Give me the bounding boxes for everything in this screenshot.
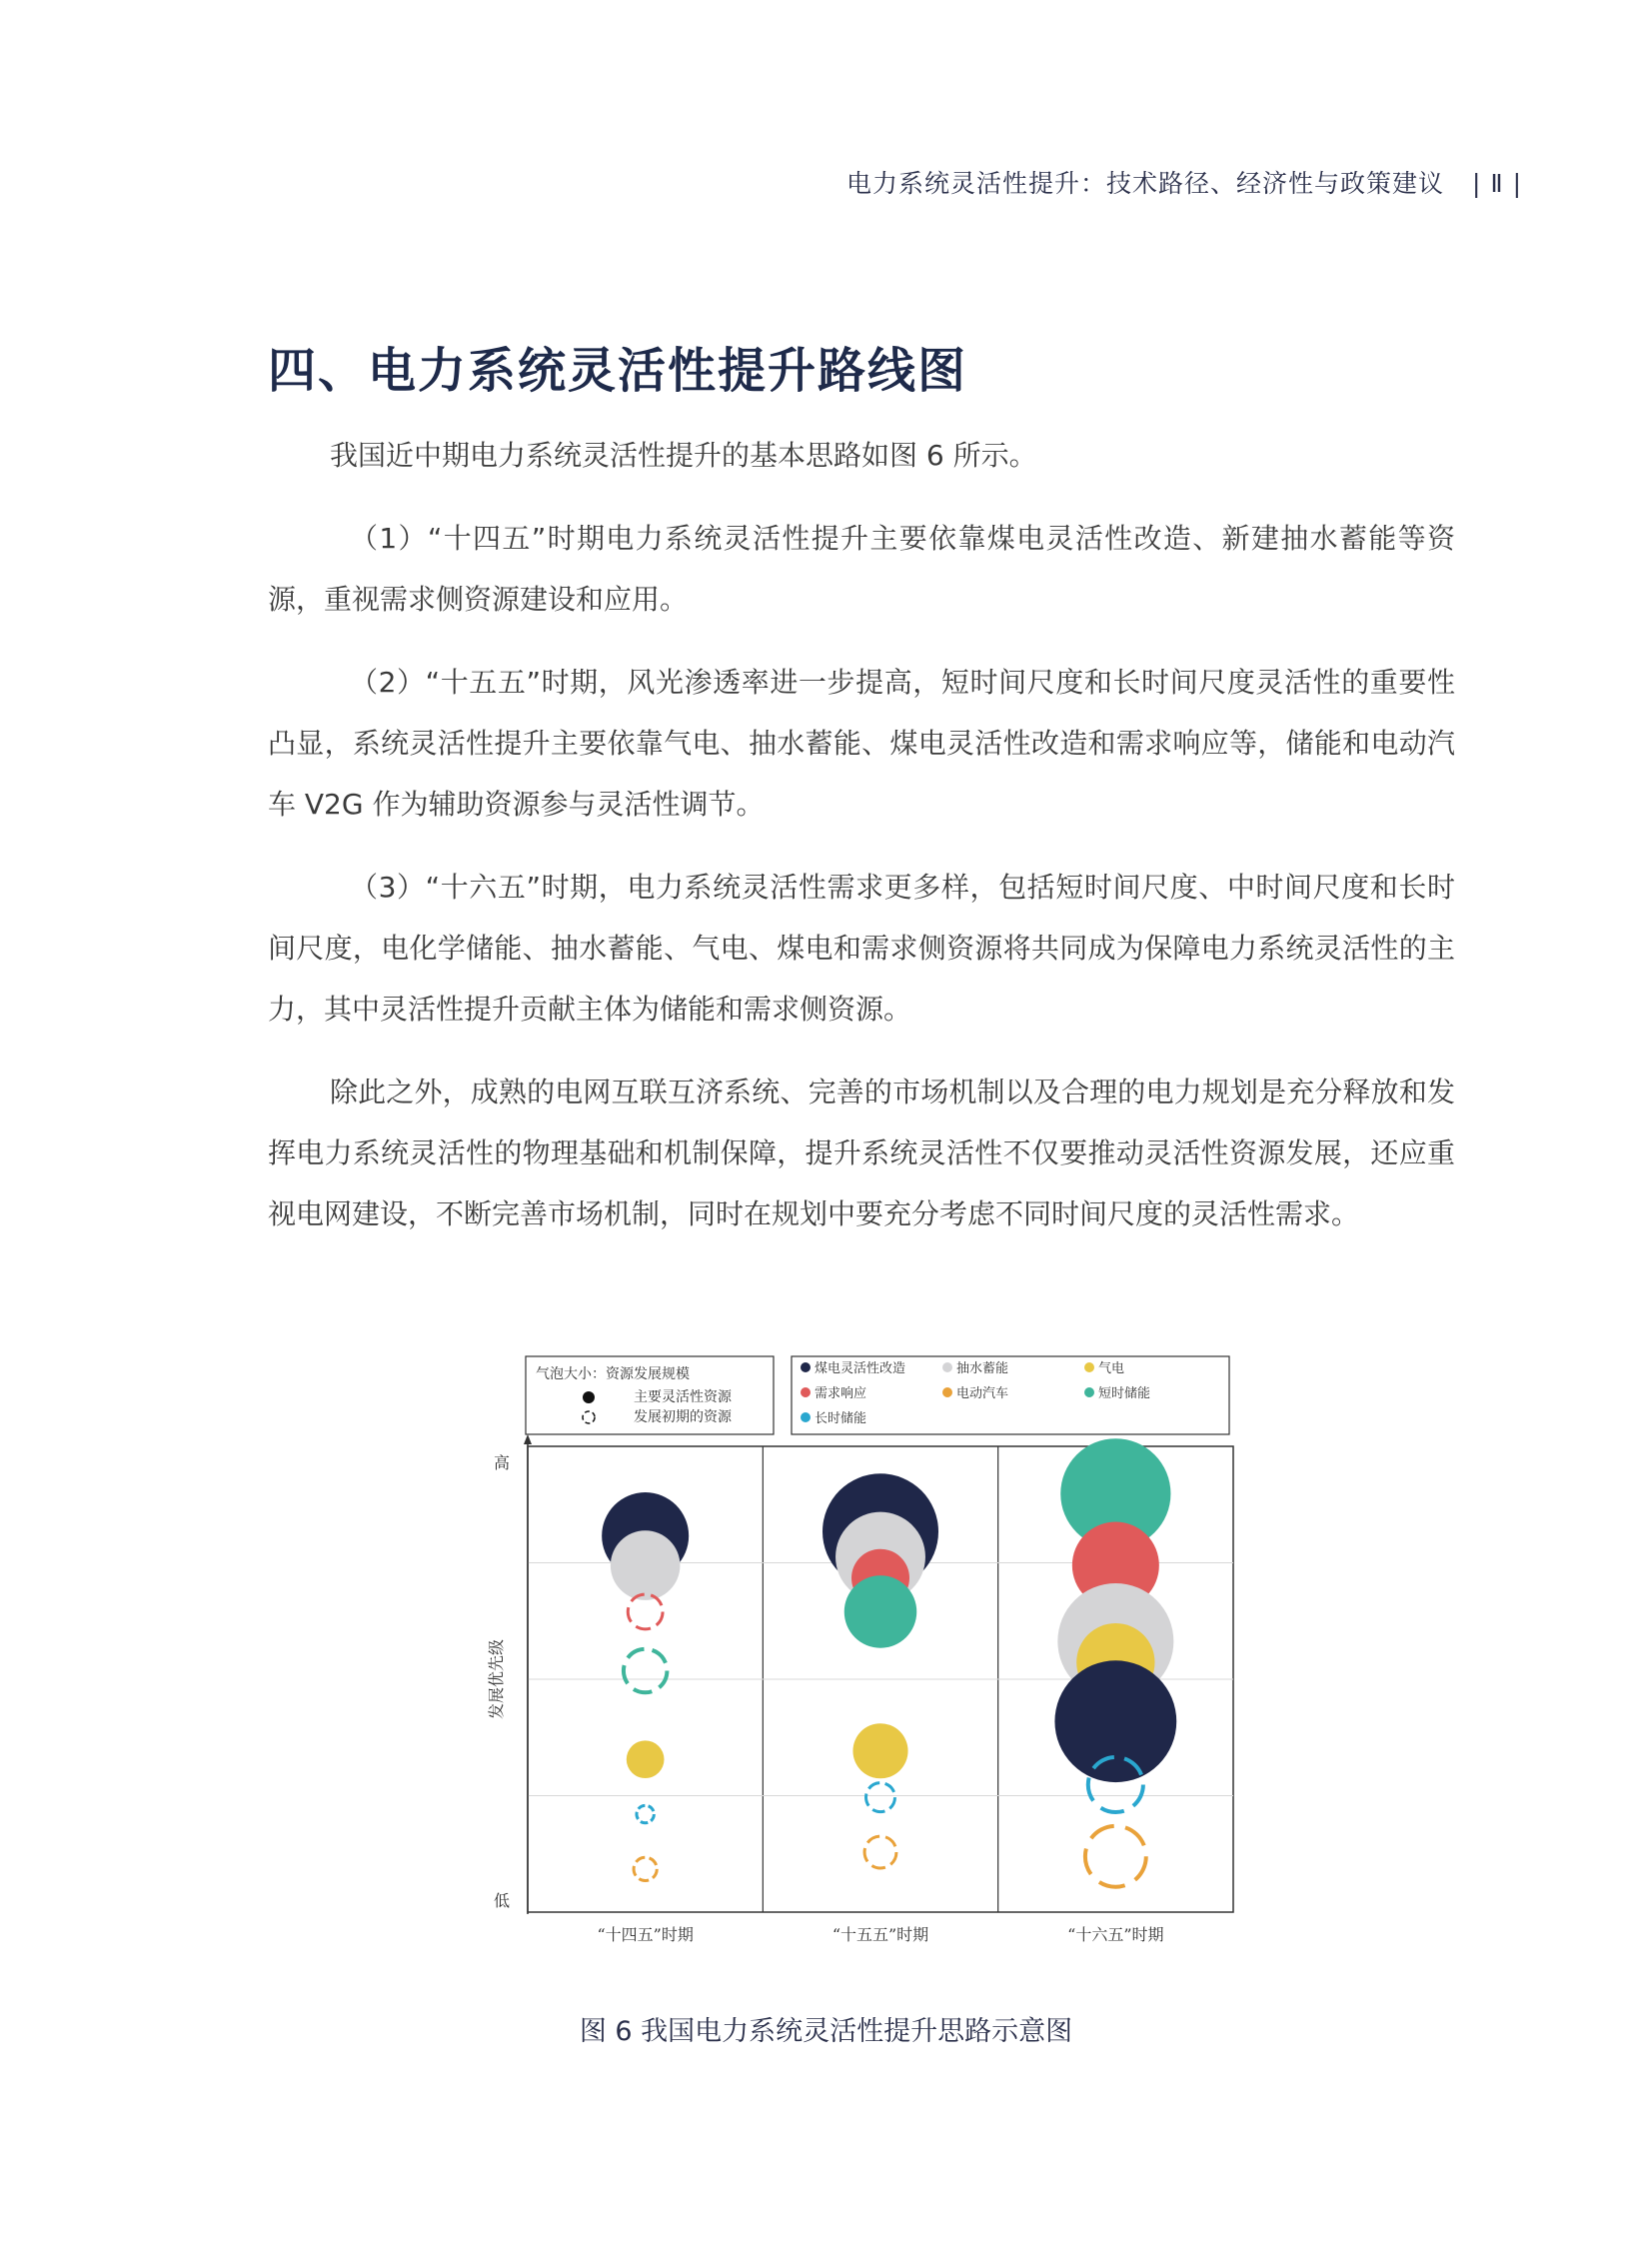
legend-marker: [1084, 1387, 1094, 1397]
legend-marker: [801, 1412, 811, 1422]
bubble-气电: [627, 1740, 665, 1778]
legend-marker: [801, 1362, 811, 1372]
size-legend-dashed-marker: [583, 1411, 595, 1423]
legend-label: 需求响应: [815, 1386, 867, 1401]
section-title: 四、电力系统灵活性提升路线图: [268, 343, 968, 399]
bubble-抽水蓄能: [611, 1530, 681, 1600]
bubble-煤电灵活性改造: [1054, 1660, 1176, 1782]
bubble-短时储能: [844, 1575, 917, 1648]
y-low-label: 低: [493, 1891, 511, 1910]
paragraph-intro: 我国近中期电力系统灵活性提升的基本思路如图 6 所示。: [330, 439, 1037, 472]
size-legend-dashed-label: 发展初期的资源: [634, 1409, 732, 1425]
paragraph-conclusion: 除此之外，成熟的电网互联互济系统、完善的市场机制以及合理的电力规划是充分释放和发挥电力系统灵活性的物理基础和机制保障，提升系统灵活性不仅要推动灵活性资源发展，还应重视电网建设，不断完善市场机制，同时在规划中要充分考虑不同时间尺度的灵活性需求。: [268, 1076, 1455, 1230]
x-tick-label: “十四五”时期: [597, 1925, 694, 1944]
legend-label: 煤电灵活性改造: [815, 1361, 906, 1376]
size-legend-title: 气泡大小：资源发展规模: [536, 1366, 690, 1382]
paragraph-14th-plan: （1）“十四五”时期电力系统灵活性提升主要依靠煤电灵活性改造、新建抽水蓄能等资源，重视需求侧资源建设和应用。: [268, 522, 1455, 616]
series-legend: [792, 1356, 1229, 1434]
y-axis-label: 发展优先级: [487, 1638, 506, 1720]
running-header: [846, 164, 1522, 200]
header-title: 电力系统灵活性提升：技术路径、经济性与政策建议: [845, 169, 1444, 198]
legend-label: 短时储能: [1098, 1386, 1151, 1401]
x-tick-label: “十六五”时期: [1067, 1925, 1164, 1944]
y-high-label: 高: [493, 1453, 511, 1472]
legend-marker: [801, 1387, 811, 1397]
size-legend-solid-marker: [583, 1391, 595, 1403]
legend-label: 抽水蓄能: [956, 1361, 1009, 1376]
size-legend-solid-label: 主要灵活性资源: [634, 1389, 732, 1405]
legend-marker: [1084, 1362, 1094, 1372]
x-tick-label: “十五五”时期: [831, 1925, 929, 1944]
figure-caption: 图 6 我国电力系统灵活性提升思路示意图: [579, 2016, 1073, 2047]
legend-label: 长时储能: [815, 1411, 867, 1426]
bubble-气电: [852, 1723, 907, 1778]
legend-label: 气电: [1098, 1361, 1125, 1376]
plot-area: [524, 1434, 1233, 1914]
body-text: [268, 425, 1455, 1266]
page-mark: | Ⅱ |: [1471, 169, 1522, 198]
roadmap-bubble-chart: [470, 1354, 1249, 1984]
legend-label: 电动汽车: [956, 1386, 1009, 1401]
legend-marker: [942, 1387, 952, 1397]
legend-marker: [942, 1362, 952, 1372]
paragraph-15th-plan: （2）“十五五”时期，风光渗透率进一步提高，短时间尺度和长时间尺度灵活性的重要性凸显，系统灵活性提升主要依靠气电、抽水蓄能、煤电灵活性改造和需求响应等，储能和电动汽车 V2G 作为辅助资源参与灵活性调节。: [268, 666, 1455, 821]
size-legend: [526, 1356, 774, 1434]
paragraph-16th-plan: （3）“十六五”时期，电力系统灵活性需求更多样，包括短时间尺度、中时间尺度和长时间尺度，电化学储能、抽水蓄能、气电、煤电和需求侧资源将共同成为保障电力系统灵活性的主力，其中灵活性提升贡献主体为储能和需求侧资源。: [268, 871, 1455, 1026]
y-axis-arrow: [524, 1434, 532, 1444]
